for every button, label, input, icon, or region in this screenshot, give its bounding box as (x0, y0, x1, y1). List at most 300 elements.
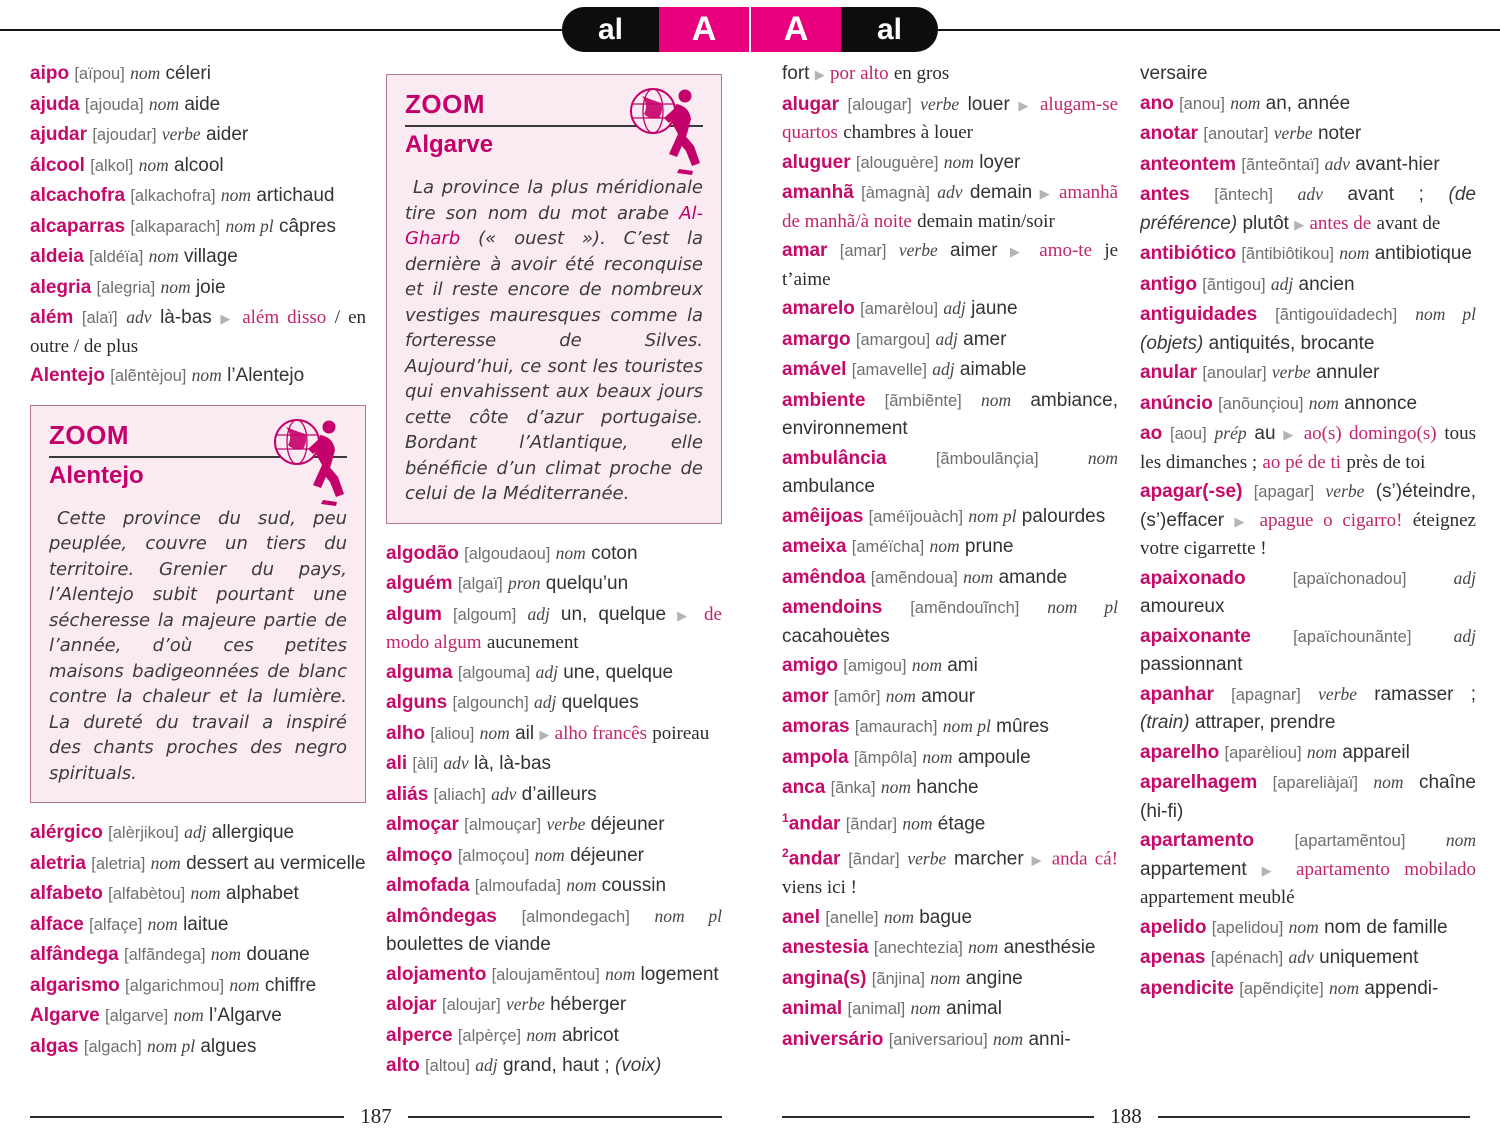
phonetic-transcription: [ãntigouïdadech] (1275, 306, 1398, 324)
highlighted-term: Al-Gharb (405, 202, 703, 249)
headword: apanhar (1140, 683, 1214, 705)
dictionary-entry (782, 149, 1118, 178)
headword: anteontem (1140, 153, 1237, 175)
dictionary-entry (30, 1033, 366, 1062)
phonetic-transcription: [àmagnà] (861, 184, 930, 202)
grammar-label: nom (910, 998, 941, 1019)
translation: aide (184, 93, 221, 115)
phonetic-transcription: [alèrjikou] (108, 824, 179, 842)
arrow-marker: ▶ (1261, 862, 1282, 878)
phonetic-transcription: [aliou] (430, 724, 475, 743)
dictionary-entry (30, 60, 366, 89)
translation-gloss: chambres à louer (843, 122, 973, 143)
context-label: (voix) (614, 1055, 662, 1076)
translation: avant-hier (1355, 153, 1440, 175)
headword: aparelho (1140, 741, 1220, 763)
headword: anca (782, 777, 826, 798)
phonetic-transcription: [animal] (847, 1000, 906, 1019)
headword: Alentejo (30, 365, 105, 386)
zoom-box-text: Cette province du sud, peu peuplée, couvre un tiers du territoire. Grenier du pays, l’Alentejo subit pourtant une sécheresse la majeure partie de l’année, d’où ces petites maisons badigeonnées de blanc contre la chaleur et la lumière. La dureté du travail a inspiré des chants proches des negro spirituals. (49, 507, 347, 784)
grammar-label: nom pl (942, 716, 991, 736)
translation: abricot (561, 1024, 619, 1046)
headword: algodão (386, 542, 459, 564)
grammar-label: nom pl (968, 505, 1017, 526)
translation: l’Algarve (208, 1005, 282, 1026)
phonetic-transcription: [algaï] (457, 575, 503, 593)
headword: almôndegas (386, 905, 497, 927)
headword: almoço (386, 844, 453, 866)
headword: algarismo (30, 974, 120, 996)
translation: palourdes (1021, 505, 1106, 527)
dictionary-entry (782, 744, 1118, 773)
translation: anni- (1028, 1028, 1071, 1050)
translation-gloss: appartement meublé (1140, 887, 1295, 908)
translation: déjeuner (570, 844, 645, 866)
example-phrase: além disso (242, 307, 327, 328)
grammar-label: adj (535, 661, 558, 682)
example-phrase: ao(s) domingo(s) (1303, 423, 1437, 444)
dictionary-entry (1140, 301, 1476, 357)
headword: antiguidades (1140, 304, 1258, 325)
arrow-marker: ▶ (1031, 852, 1044, 868)
dictionary-entry (30, 362, 366, 391)
phonetic-transcription: [ãntigou] (1202, 275, 1266, 294)
headword: amendoins (782, 597, 883, 618)
dictionary-entry (1140, 623, 1476, 679)
translation: annuler (1315, 362, 1380, 383)
translation: angine (965, 967, 1023, 989)
dictionary-entry (386, 1022, 722, 1051)
phonetic-transcription: [amẽndouĩnch] (910, 599, 1020, 617)
translation: alphabet (225, 883, 299, 904)
headword: alcaparras (30, 215, 126, 237)
translation: là, là-bas (473, 753, 552, 774)
headword: anúncio (1140, 392, 1213, 414)
headword: anestesia (782, 937, 869, 959)
phonetic-transcription: [amavelle] (851, 361, 927, 379)
headword: Algarve (30, 1005, 100, 1026)
dictionary-entry (386, 872, 722, 901)
alphabet-thumb-tab (562, 7, 938, 52)
zoom-box-body (405, 175, 703, 507)
headword: alperce (386, 1024, 453, 1046)
dictionary-entry (386, 720, 722, 749)
translation: antibiotique (1374, 243, 1472, 264)
translation-gloss: demain matin/soir (917, 210, 1055, 232)
headword: algas (30, 1035, 79, 1057)
grammar-label: verbe (505, 994, 545, 1014)
example-phrase: de modo algum (386, 603, 722, 653)
grammar-label: verbe (1271, 362, 1311, 382)
dictionary-entry (1140, 120, 1476, 149)
dictionary-entry (1140, 390, 1476, 419)
headword: ali (386, 753, 408, 774)
dictionary-entry (782, 774, 1118, 803)
headword: algum (386, 603, 442, 625)
dictionary-entry (782, 60, 1118, 89)
example-phrase: apartamento mobilado (1296, 858, 1476, 880)
example-phrase: apague o cigarro! (1259, 509, 1403, 531)
column-3-right-page (782, 60, 1118, 1102)
dictionary-entry (1140, 60, 1476, 88)
grammar-label: adv (1297, 184, 1323, 204)
arrow-marker: ▶ (677, 607, 693, 623)
dictionary-entry (386, 570, 722, 599)
phonetic-transcription: [almouçar] (464, 816, 542, 834)
phonetic-transcription: [alouguère] (855, 153, 939, 172)
dictionary-entry (782, 91, 1118, 147)
headword: ano (1140, 92, 1174, 114)
dictionary-entry (1140, 827, 1476, 912)
headword: antes (1140, 184, 1190, 205)
translation: appartement (1140, 858, 1247, 880)
grammar-label: nom pl (1415, 304, 1476, 324)
grammar-label: adv (1288, 947, 1314, 967)
dictionary-entry (30, 182, 366, 211)
translation-gloss: aucunement (486, 632, 579, 653)
phonetic-transcription: [aou] (1170, 425, 1207, 443)
phonetic-transcription: [apẽndiçite] (1239, 979, 1324, 998)
grammar-label: nom (1288, 916, 1319, 937)
translation: logement (640, 963, 719, 985)
grammar-label: adj (1453, 567, 1476, 588)
grammar-label: pron (508, 573, 541, 593)
dictionary-entry (1140, 565, 1476, 621)
headword: alérgico (30, 822, 103, 843)
translation: joie (195, 276, 226, 298)
grammar-label: adj (1270, 273, 1294, 294)
grammar-label: nom (526, 1024, 557, 1045)
grammar-label: nom (943, 151, 974, 172)
example-phrase: ao pé de ti (1262, 451, 1342, 473)
dictionary-entry (30, 1002, 366, 1031)
headword: amarelo (782, 298, 855, 319)
dictionary-entry (386, 601, 722, 657)
translation-gloss: en gros (893, 63, 950, 84)
dictionary-entry (30, 274, 366, 303)
phonetic-transcription: [amôr] (833, 687, 881, 706)
grammar-label: nom (1230, 92, 1261, 113)
translation: une, quelque (563, 661, 674, 683)
dictionary-entry (386, 659, 722, 688)
phonetic-transcription: [ajouda] (84, 95, 144, 114)
translation: village (183, 246, 238, 267)
grammar-label: nom (929, 536, 960, 556)
headword: andar (788, 848, 841, 870)
grammar-label: nom (1308, 392, 1339, 413)
dictionary-entry (782, 356, 1118, 385)
grammar-label: nom (1445, 830, 1476, 850)
grammar-label: adv (937, 182, 963, 202)
grammar-label: adj (475, 1055, 498, 1075)
headword: ajuda (30, 93, 80, 115)
dictionary-entry (386, 842, 722, 871)
phonetic-transcription: [anelle] (825, 908, 879, 927)
translation: déjeuner (590, 814, 665, 835)
dictionary-entry (1140, 739, 1476, 768)
zoom-box-body (49, 506, 347, 787)
dictionary-entry (782, 805, 1118, 839)
grammar-label: nom (147, 913, 178, 934)
translation: amer (963, 328, 1007, 350)
example-phrase: alho francês (554, 722, 647, 744)
translation: artichaud (256, 185, 335, 206)
grammar-label: nom (980, 389, 1012, 410)
phonetic-transcription: [algounch] (452, 694, 529, 712)
tab-section-al-left: al (562, 7, 659, 52)
dictionary-entry (30, 819, 366, 848)
grammar-label: nom (930, 967, 961, 988)
dictionary-entry (782, 564, 1118, 593)
grammar-label: adv (126, 307, 152, 327)
phonetic-transcription: [apartamẽntou] (1294, 832, 1406, 850)
phonetic-transcription: [apareliàjaï] (1272, 774, 1358, 792)
arrow-marker: ▶ (1018, 97, 1032, 113)
phonetic-transcription: [alaï] (81, 309, 118, 327)
dictionary-entry (782, 840, 1118, 901)
zoom-box-subtitle: Alentejo (49, 461, 144, 489)
grammar-label: nom (993, 1028, 1024, 1049)
grammar-label: nom (1328, 977, 1360, 998)
translation: ramasser ; (1374, 683, 1476, 705)
headword: amargo (782, 328, 851, 350)
grammar-label: adv (1324, 153, 1350, 174)
grammar-label: adj (932, 359, 955, 379)
headword: apendicite (1140, 977, 1234, 999)
phonetic-transcription: [anoular] (1202, 364, 1267, 382)
dictionary-entry (386, 1052, 722, 1081)
translation: prune (964, 536, 1014, 557)
grammar-label: nom (963, 566, 994, 587)
grammar-label: nom (148, 93, 180, 114)
grammar-label: verbe (907, 848, 947, 869)
context-label: (objets) (1140, 332, 1204, 354)
dictionary-entry (1140, 359, 1476, 388)
phonetic-transcription: [apagnar] (1231, 685, 1301, 704)
translation: algues (200, 1035, 257, 1057)
grammar-label: nom (911, 655, 942, 675)
dictionary-entry (782, 445, 1118, 501)
headword: ao (1140, 423, 1163, 444)
translation-gloss: je t’aime (782, 240, 1118, 290)
headword: álcool (30, 154, 85, 176)
dictionary-entry (782, 713, 1118, 742)
page-number-left: 187 (360, 1104, 392, 1128)
phonetic-transcription: [ãntech] (1214, 186, 1273, 204)
example-phrase: anda cá! (1051, 848, 1118, 870)
headword: antibiótico (1140, 243, 1237, 264)
grammar-label: nom (160, 276, 191, 297)
phonetic-transcription: [anechtezia] (873, 939, 963, 958)
translation: chaîne (hi-fi) (1140, 772, 1476, 822)
headword: alho (386, 722, 426, 744)
translation: quelqu’un (545, 573, 629, 594)
homonym-number: 1 (782, 810, 789, 825)
headword: amigo (782, 655, 838, 676)
grammar-label: adj (935, 328, 958, 349)
phonetic-transcription: [alougar] (847, 95, 912, 114)
dictionary-entry (30, 850, 366, 879)
headword: alfândega (30, 944, 119, 965)
translation: dessert au vermicelle (186, 852, 366, 874)
phonetic-transcription: [anoutar] (1203, 125, 1269, 143)
dictionary-entry (30, 911, 366, 940)
translation: grand, haut ; (502, 1055, 610, 1076)
translation: versaire (1140, 63, 1208, 84)
headword: almofada (386, 875, 470, 896)
translation: appareil (1342, 741, 1410, 763)
dictionary-entry (782, 533, 1118, 562)
page-number-right: 188 (1110, 1104, 1142, 1128)
dictionary-entry (386, 991, 722, 1020)
headword: alcachofra (30, 185, 126, 206)
translation: an, année (1265, 92, 1351, 114)
translation: étage (937, 812, 986, 834)
dictionary-entry (782, 934, 1118, 963)
arrow-marker: ▶ (539, 726, 550, 742)
dictionary-entry (1140, 914, 1476, 943)
translation: animal (945, 998, 1002, 1020)
translation: ancien (1298, 273, 1355, 295)
grammar-label: nom (479, 722, 510, 743)
phonetic-transcription: [alkachofra] (130, 187, 216, 205)
dictionary-entry (30, 880, 366, 909)
zoom-box-text: (« ouest »). C’est la dernière à avoir été reconquise et il reste encore de nombreux vestiges mauresques comme la forteresse de Silves. Aujourd’hui, ce sont les touristes qui envahissent aux beaux jours cette côte d’azur portugaise. Bordant l’Atlantique, elle bénéficie d’un climat proche de celui de la Méditerranée. (405, 228, 703, 504)
dictionary-entry (782, 387, 1118, 443)
zoom-box-title: ZOOM (405, 89, 703, 127)
translation-gloss: près de toi (1346, 451, 1426, 473)
phonetic-transcription: [ãnjina] (871, 969, 925, 988)
headword: alguma (386, 661, 453, 683)
headword: anotar (1140, 123, 1199, 144)
grammar-label: nom (191, 365, 222, 385)
translation: cacahouètes (782, 625, 890, 647)
translation: quelques (561, 692, 639, 713)
phonetic-transcription: [ãnteõntaï] (1241, 155, 1320, 174)
dictionary-entry (1140, 769, 1476, 825)
grammar-label: nom (566, 875, 597, 895)
translation-gloss: éteignez votre cigarrette ! (1140, 509, 1476, 559)
headword: aletria (30, 852, 86, 874)
translation: noter (1317, 123, 1362, 144)
translation: attraper, prendre (1194, 712, 1336, 733)
phonetic-transcription: [algarichmou] (125, 976, 225, 995)
phonetic-transcription: [alpèrçe] (457, 1026, 522, 1045)
grammar-label: nom (138, 154, 169, 175)
arrow-marker: ▶ (1039, 186, 1052, 201)
headword: alojamento (386, 963, 487, 985)
tab-letter-a-right: A (751, 7, 841, 52)
phonetic-transcription: [apaïchounãnte] (1293, 627, 1412, 646)
translation: coussin (601, 875, 667, 896)
headword: alto (386, 1055, 420, 1076)
headword: além (30, 307, 74, 328)
footer-left-page (30, 1104, 722, 1129)
headword: ampola (782, 746, 849, 768)
dictionary-entry (1140, 271, 1476, 300)
phonetic-transcription: [apaïchonadou] (1292, 569, 1407, 588)
phonetic-transcription: [algoum] (453, 605, 517, 624)
dictionary-entry (782, 237, 1118, 293)
dictionary-entry (782, 594, 1118, 650)
dictionary-entry (386, 903, 722, 959)
grammar-label: adj (527, 603, 550, 624)
headword: animal (782, 998, 843, 1020)
headword: andar (788, 812, 841, 834)
phonetic-transcription: [aniversariou] (888, 1030, 988, 1049)
headword: ambiente (782, 389, 866, 411)
phonetic-transcription: [anõunçiou] (1218, 394, 1304, 413)
headword: aldeia (30, 246, 84, 267)
dictionary-entry (386, 961, 722, 990)
zoom-culture-box (386, 74, 722, 524)
translation: marcher (953, 848, 1024, 870)
dictionary-entry (386, 689, 722, 718)
arrow-marker: ▶ (1009, 244, 1027, 259)
translation: aimable (959, 359, 1027, 380)
translation: aider (205, 124, 249, 145)
headword: amar (782, 240, 828, 261)
translation: laitue (183, 913, 229, 935)
dictionary-entry (30, 152, 366, 181)
phonetic-transcription: [améïjouàch] (868, 507, 964, 526)
headword: apelido (1140, 916, 1207, 938)
headword: ajudar (30, 124, 88, 145)
dictionary-entry (782, 295, 1118, 324)
phonetic-transcription: [aïpou] (74, 65, 125, 83)
grammar-label: nom (1087, 447, 1118, 468)
tab-section-al-right: al (841, 7, 938, 52)
headword: amêndoa (782, 566, 866, 588)
translation: l’Alentejo (227, 365, 305, 386)
translation: ail (515, 722, 535, 744)
example-phrase: amo-te (1039, 240, 1093, 261)
phonetic-transcription: [alẽntèjou] (110, 367, 187, 385)
phonetic-transcription: [alkol] (90, 156, 134, 175)
phonetic-transcription: [alfabètou] (108, 885, 186, 903)
phonetic-transcription: [ãmboulãnçia] (935, 449, 1039, 468)
headword: ameixa (782, 536, 847, 557)
footer-rule (408, 1116, 722, 1118)
headword: apenas (1140, 947, 1206, 968)
translation: appendi- (1364, 977, 1439, 999)
headword: amanhã (782, 182, 854, 203)
headword: alguém (386, 573, 453, 594)
grammar-label: nom (1373, 772, 1404, 792)
arrow-marker: ▶ (1234, 513, 1250, 529)
grammar-label: nom (1306, 741, 1337, 762)
translation: amour (921, 685, 976, 707)
dictionary-entry (1140, 151, 1476, 180)
headword: alface (30, 913, 84, 935)
grammar-label: verbe (898, 240, 938, 260)
grammar-label: verbe (1318, 683, 1358, 704)
headword: alguns (386, 692, 448, 713)
grammar-label: nom (555, 542, 586, 563)
phonetic-transcription: [algoudaou] (464, 544, 551, 563)
translation: héberger (550, 994, 627, 1015)
headword: aluguer (782, 151, 851, 173)
translation: un, quelque (560, 603, 667, 625)
headword: alegria (30, 276, 92, 298)
headword: almoçar (386, 814, 459, 835)
phonetic-transcription: [ãmbiẽnte] (884, 391, 962, 410)
translation: câpres (278, 215, 336, 237)
phonetic-transcription: [alfãndega] (123, 946, 206, 964)
zoom-box-text: La province la plus méridionale tire son nom du mot arabe (405, 177, 703, 224)
grammar-label: nom (173, 1005, 204, 1025)
translation: ami (947, 655, 978, 676)
